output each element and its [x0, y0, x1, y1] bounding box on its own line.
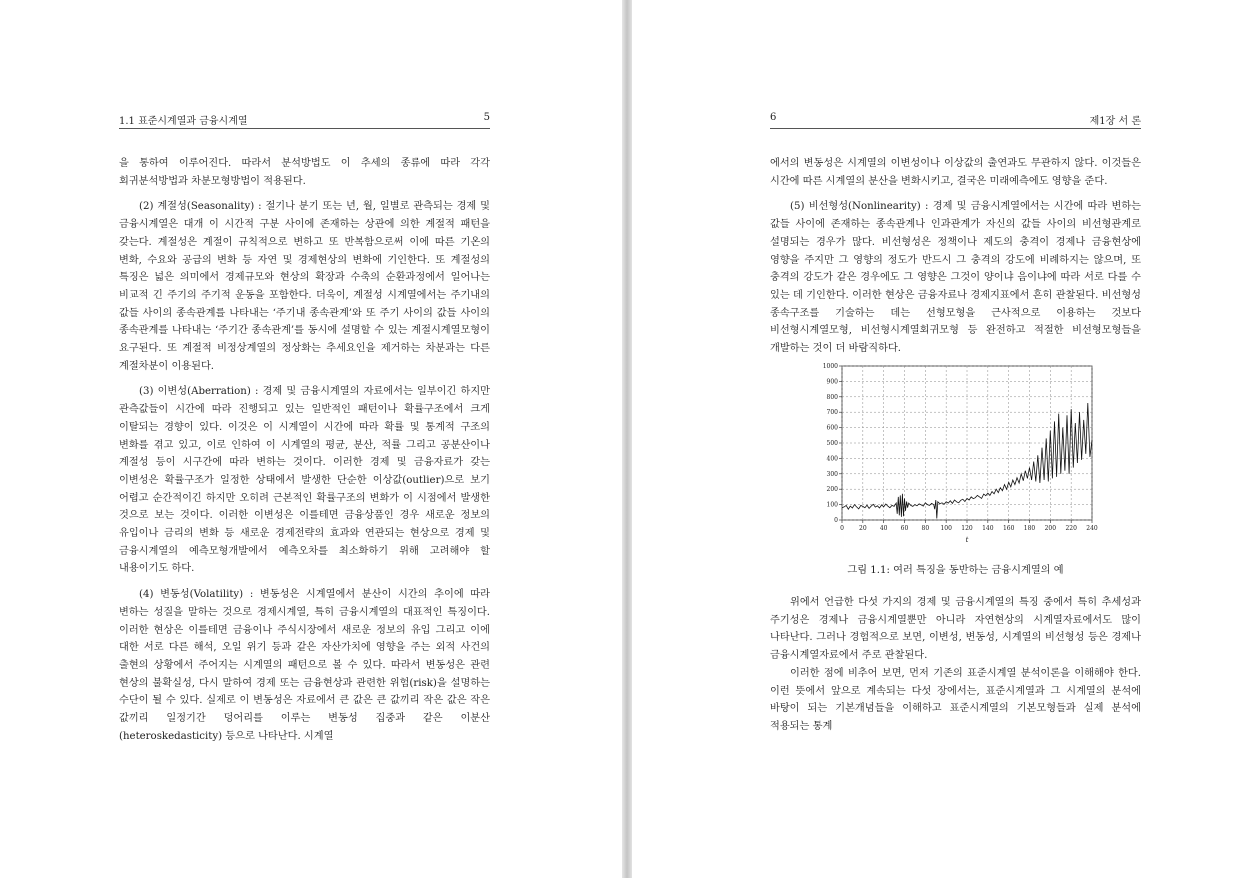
y-tick-label: 200: [826, 486, 838, 494]
x-tick-label: 20: [859, 525, 867, 532]
x-tick-label: 120: [961, 525, 973, 532]
chapter-title: 제1장 서 론: [1089, 116, 1141, 127]
y-tick-label: 100: [826, 501, 838, 509]
x-tick-label: 220: [1065, 525, 1077, 532]
x-tick-label: 200: [1044, 525, 1057, 532]
x-tick-label: 100: [940, 525, 952, 532]
paragraph: (2) 계절성(Seasonality) : 절기나 분기 또는 년, 월, 일별로 관측되는 경제 및 금융시계열은 대개 이 시간적 구분 사이에 존재하는 상관에 의한 계절적 패턴을 갖는다. 계절성은 계절이 규칙적으로 변하고 또 반복함으로써 이에 따른 기온의 변화, 수요와 공급의 변화 등 자연 및 경제현상의 변화에 기인한다. 또 계절성의 특징은 넓은 의미에서 경제규모와 현상의 확장과 수축의 순환과정에서 일어나는 비교적 긴 주기의 주기적 운동을 포함한다. 더욱이, 계절성 시계열에서는 주기내의 값들 사이의 종속관계를 나타내는 ‘주기내 종속관계’와 또 주기 사이의 값들 사이의 종속관계를 나타내는 ‘주기간 종속관계’를 동시에 설명할 수 있는 계절시계열모형이 요구된다. 또 계절적 비정상계열의 정상화는 추세요인을 제거하는 차분과는 다른 계절차분이 이용된다.: [119, 201, 490, 372]
y-tick-label: 800: [826, 393, 838, 401]
x-tick-label: 60: [900, 525, 909, 532]
series-line: [842, 403, 1092, 519]
x-tick-label: 160: [1002, 525, 1015, 532]
y-tick-label: 600: [826, 424, 838, 432]
paragraph: 을 통하여 이루어진다. 따라서 분석방법도 이 추세의 종류에 따라 각각 회귀분석방법과 차분모형방법이 적용된다.: [119, 158, 490, 187]
x-tick-label: 180: [1023, 525, 1036, 532]
page-number: 6: [770, 112, 777, 123]
y-tick-label: 500: [826, 440, 838, 447]
section-title: 1.1 표준시계열과 금융시계열: [119, 116, 248, 127]
figure-caption: 그림 1.1: 여러 특징을 동반하는 금융시계열의 예: [847, 565, 1064, 576]
x-tick-label: 80: [921, 525, 930, 532]
body-text: [770, 594, 1141, 736]
right-page: [632, 0, 1254, 878]
y-tick-label: 300: [826, 470, 838, 478]
paragraph: 이러한 점에 비추어 보면, 먼저 기존의 표준시계열 분석이론을 이해해야 한다. 이런 뜻에서 앞으로 계속되는 다섯 장에서는, 표준시계열과 그 시계열의 분석에 바탕이 되는 기본개념들을 이해하고 표준시계열의 기본모형들과 실제 분석에 적용되는 통계: [770, 667, 1141, 732]
body-text: [119, 155, 490, 746]
x-tick-label: 0: [840, 525, 844, 532]
y-tick-label: 900: [826, 378, 838, 386]
x-tick-label: 40: [879, 525, 888, 532]
book-gutter: [622, 0, 632, 878]
running-header: [119, 112, 490, 129]
paragraph: (3) 이변성(Aberration) : 경제 및 금융시계열의 자료에서는 일부이긴 하지만 관측값들이 시간에 따라 진행되고 있는 일반적인 패턴이나 확률구조에서 크게 이탈되는 경향이 있다. 이것은 이 시계열이 시간에 따라 확률 및 통계적 구조의 변화를 겪고 있고, 이로 인하여 이 시계열의 평균, 분산, 적률 그리고 공분산이나 계절성 등이 시구간에 따라 변하는 것이다. 이러한 경제 및 금융자료가 갖는 이변성은 확률구조가 일정한 상태에서 발생한 단순한 이상값(outlier)으로 보기 어렵고 순간적이긴 하지만 오히려 근본적인 확률구조의 변화가 이 시점에서 발생한 것으로 보는 것이다. 이러한 이변성은 이를테면 금융상품인 경우 새로운 정보의 유입이나 금리의 변화 등 새로운 경제전략의 효과와 연관되는 현상으로 경제 및 금융시계열의 예측모형개발에서 예측오차를 최소화하기 위해 고려해야 할 내용이기도 하다.: [119, 386, 490, 575]
paragraph: 에서의 변동성은 시계열의 이변성이나 이상값의 출연과도 무관하지 않다. 이것들은 시간에 따른 시계열의 분산을 변화시키고, 결국은 미래예측에도 영향을 준다.: [770, 158, 1141, 187]
paragraph: (4) 변동성(Volatility) : 변동성은 시계열에서 분산이 시간의 추이에 따라 변하는 성질을 말하는 것으로 경제시계열, 특히 금융시계열의 대표적인 특징이다. 이러한 현상은 이를테면 금융이나 주식시장에서 새로운 정보의 유입 그리고 이에 대한 서로 다른 해석, 오일 위기 등과 같은 자산가치에 영향을 주는 외적 사건의 출현의 상황에서 주어지는 시계열의 패턴으로 볼 수 있다. 따라서 변동성은 관련 현상의 불확실성, 다시 말하여 경제 또는 금융현상과 관련한 위험(risk)을 설명하는 수단이 될 수 있다. 실제로 이 변동성은 자료에서 큰 값은 큰 값끼리 작은 값은 작은 값끼리 일정기간 덩어리를 이루는 변동성 집중과 같은 이분산(heteroskedasticity) 등으로 나타난다. 시계열: [119, 589, 490, 742]
x-axis-label: t: [965, 536, 969, 544]
y-tick-label: 0: [834, 517, 838, 524]
body-text: [770, 155, 1141, 358]
paragraph: (5) 비선형성(Nonlinearity) : 경제 및 금융시계열에서는 시간에 따라 변하는 값들 사이에 존재하는 종속관계나 인과관계가 자신의 값들 사이의 비선형관계로 설명되는 경우가 많다. 비선형성은 정책이나 제도의 충격이 경제나 금융현상에 영향을 주지만 그 영향의 정도가 반드시 그 충격의 강도에 비례하지는 않으며, 또 충격의 강도가 같은 경우에도 그 영향은 그것이 양이냐 음이냐에 따라 서로 다를 수 있는 데 기인한다. 이러한 현상은 금융자료나 경제지표에서 흔히 관찰된다. 비선형성 종속구조를 기술하는 데는 선형모형을 근사적으로 이용하는 것보다 비선형시계열모형, 비선형시계열회귀모형 등 완전하고 적절한 비선형모형들을 개발하는 것이 더 바람직하다.: [770, 201, 1141, 355]
page-number: 5: [483, 112, 490, 123]
x-tick-label: 240: [1086, 525, 1098, 532]
y-tick-label: 1000: [822, 363, 838, 370]
y-tick-label: 700: [826, 409, 838, 417]
y-tick-label: 400: [826, 455, 838, 463]
time-series-chart: [822, 360, 1102, 560]
x-tick-label: 140: [982, 525, 994, 532]
paragraph: 위에서 언급한 다섯 가지의 경제 및 금융시계열의 특징 중에서 특히 추세성과 주기성은 경제나 금융시계열뿐만 아니라 자연현상의 시계열자료에서도 많이 나타난다. 그러나 경험적으로 보면, 이변성, 변동성, 시계열의 비선형성 등은 경제나 금융시계열자료에서 주로 관찰된다.: [770, 597, 1141, 662]
running-header: [770, 112, 1141, 129]
left-page: [0, 0, 622, 878]
